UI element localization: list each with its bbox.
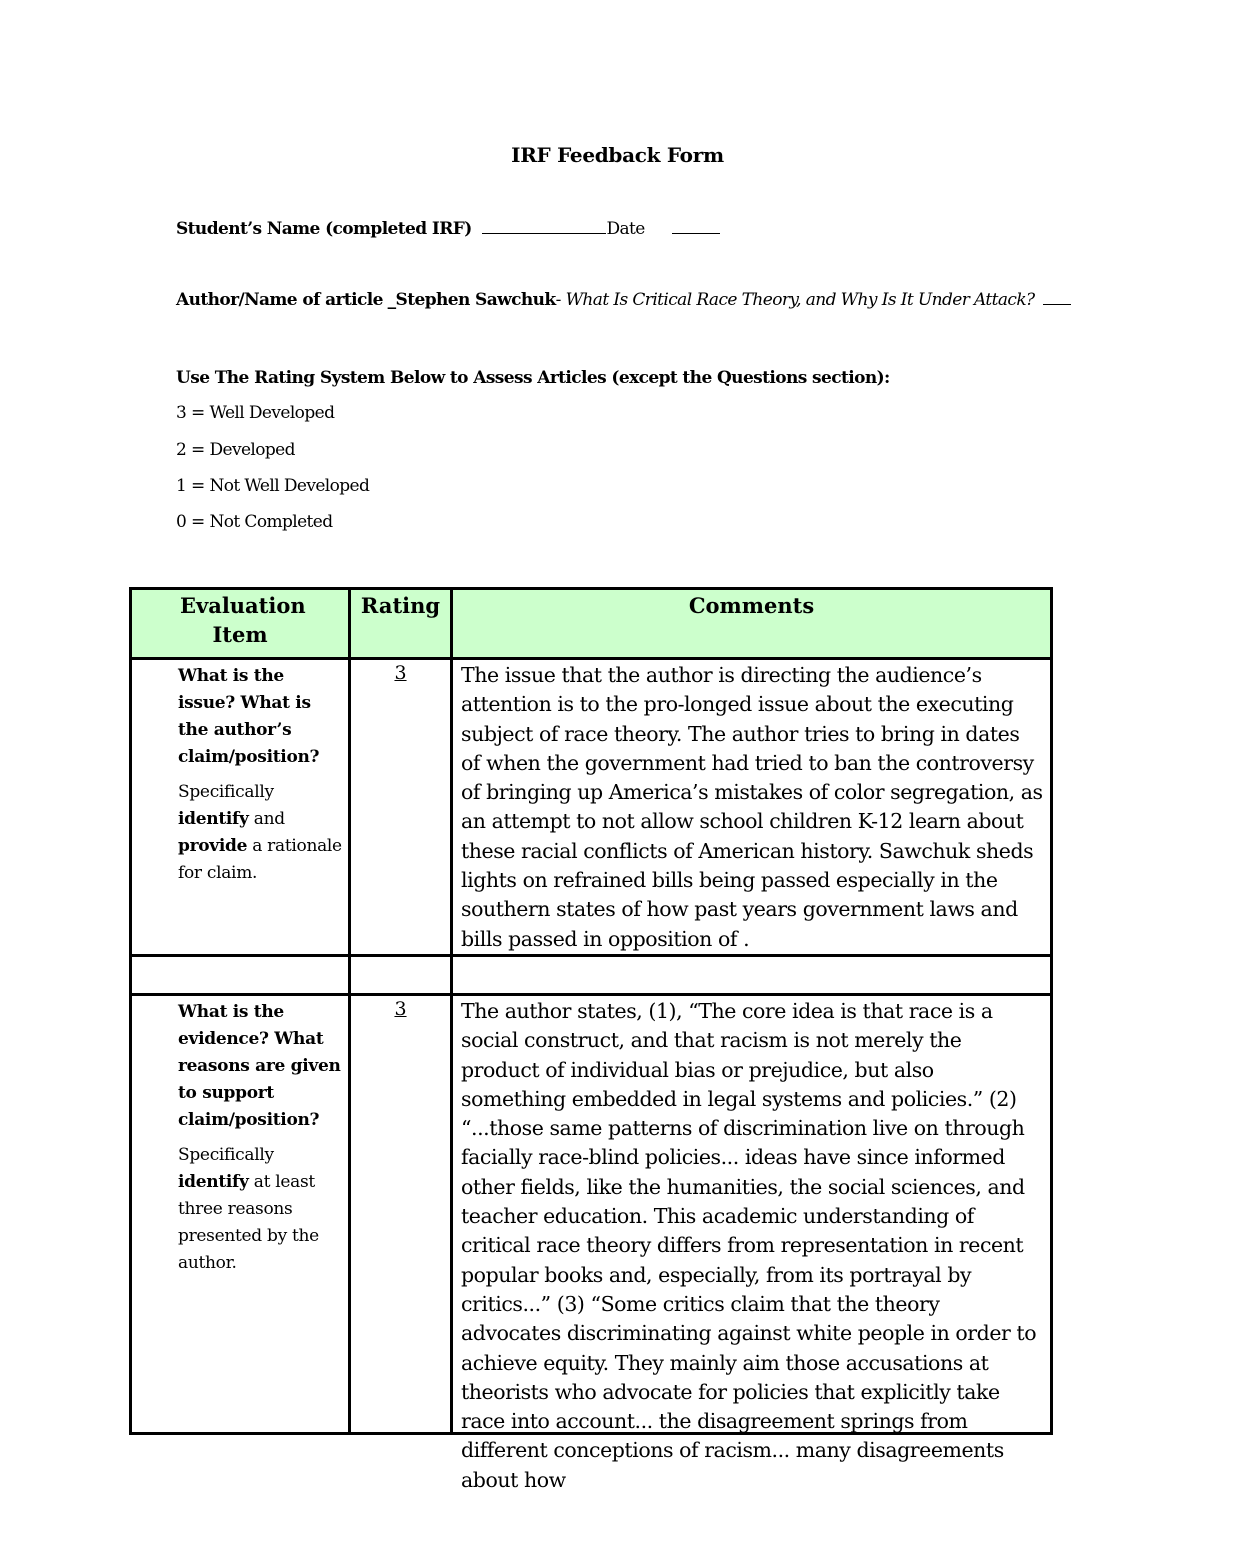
evaluation-question: What is the evidence? What reasons are given to support claim/position? bbox=[178, 1001, 341, 1130]
student-name-label: Student’s Name (completed IRF) bbox=[176, 219, 472, 239]
comment-cell: The issue that the author is directing the audience’s attention is to the pro-longed issue about the executing subject of race theory. The author tries to bring in dates of when the government had tried to ban the controversy of bringing up America’s mistakes of color segregation, as an attempt to not allow school children K-12 learn about these racial conflicts of American history. Sawchuk sheds lights on refrained bills being passed especially in the southern states of how past years government laws and bills passed in opposition of . bbox=[452, 659, 1052, 956]
author-blank bbox=[1043, 290, 1071, 305]
header-evaluation-item: Evaluation Item bbox=[131, 589, 350, 659]
evaluation-question: What is the issue? What is the author’s claim/position? bbox=[178, 666, 320, 767]
table-row bbox=[131, 994, 1052, 1433]
rating-system-heading: Use The Rating System Below to Assess Articles (except the Questions section): bbox=[176, 368, 890, 388]
rating-level-1: 1 = Not Well Developed bbox=[176, 476, 370, 496]
evaluation-table bbox=[129, 587, 1053, 1492]
table-row bbox=[131, 659, 1052, 956]
rating-level-0: 0 = Not Completed bbox=[176, 512, 333, 532]
date-label: Date bbox=[606, 219, 645, 239]
table-header-row bbox=[131, 589, 1052, 659]
rating-cell bbox=[350, 659, 452, 956]
rating-value: 3 bbox=[394, 997, 407, 1020]
comment-cell bbox=[452, 994, 1052, 1492]
table-row-spacer bbox=[131, 955, 1052, 994]
student-name-blank bbox=[482, 219, 606, 234]
author-name: Stephen Sawchuk bbox=[395, 290, 556, 310]
evaluation-item-cell bbox=[131, 994, 350, 1433]
header-rating: Rating bbox=[350, 589, 452, 659]
evaluation-instruction: Specifically identify and provide a rationale for claim. bbox=[178, 782, 342, 883]
header-comments: Comments bbox=[452, 589, 1052, 659]
author-label: Author/Name of article bbox=[176, 290, 383, 310]
comment-text: The author states, (1), “The core idea is that race is a social construct, and that racism is not merely the product of individual bias or prejudice, but also something embedded in legal systems and policies.” (2) “...those same patterns of discrimination live on through facially race-blind policies... ideas have since informed other fields, like the humanities, the social sciences, and teacher education. This academic understanding of critical race theory differs from representation in recent popular books and, especially, from its portrayal by critics...” (3) “Some critics claim that the theory advocates discriminating against white people in order to achieve equity. They mainly aim those accusations at theorists who advocate for policies that explicitly take race into account... the disagreement springs from different conceptions of racism... many disagreements about how bbox=[461, 998, 1037, 1492]
date-blank bbox=[672, 219, 720, 234]
rating-level-3: 3 = Well Developed bbox=[176, 403, 335, 423]
rating-value: 3 bbox=[394, 662, 407, 684]
student-name-line bbox=[176, 219, 720, 239]
evaluation-instruction: Specifically identify at least three reasons presented by the author. bbox=[178, 1144, 319, 1273]
rating-level-2: 2 = Developed bbox=[176, 440, 295, 460]
page-title: IRF Feedback Form bbox=[511, 143, 724, 167]
rating-cell bbox=[350, 994, 452, 1433]
evaluation-item-cell bbox=[131, 659, 350, 956]
article-title: What Is Critical Race Theory, and Why Is It Under Attack? bbox=[565, 290, 1035, 310]
author-line: Author/Name of article _Stephen Sawchuk- What Is Critical Race Theory, and Why Is It Under Attack? bbox=[176, 290, 1071, 310]
